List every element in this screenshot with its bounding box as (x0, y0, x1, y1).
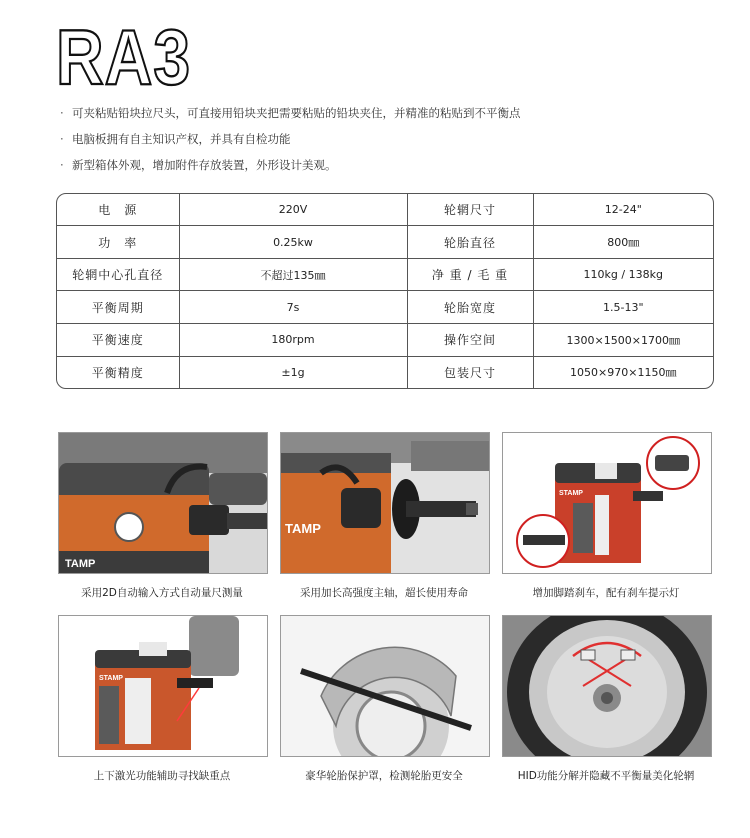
brand-label: STAMP (559, 490, 583, 497)
table-row (57, 194, 713, 226)
spec-value: 12-24" (533, 194, 713, 226)
spec-table (56, 193, 714, 389)
spec-key: 功 率 (57, 226, 179, 259)
spec-value: 800㎜ (533, 226, 713, 259)
spec-key: 轮胎宽度 (407, 291, 533, 324)
spec-value: 110kg / 138kg (533, 258, 713, 291)
spec-key: 轮辋中心孔直径 (57, 258, 179, 291)
table-row (57, 324, 713, 357)
feature-text: 可夹粘贴铅块拉尺头，可直接用铅块夹把需要粘贴的铅块夹住，并精准的粘贴到不平衡点 (72, 106, 521, 120)
brand-label: TAMP (285, 521, 321, 536)
spec-value: 1300×1500×1700㎜ (533, 324, 713, 357)
spec-value: ±1g (179, 356, 407, 388)
laser-assist-image (59, 616, 267, 756)
spec-value: 220V (179, 194, 407, 226)
photo-wheel-guard (280, 615, 490, 757)
photo-measuring-arm (58, 432, 268, 574)
spec-value: 1050×970×1150㎜ (570, 366, 677, 380)
product-title: RA3 (56, 13, 192, 101)
photo-laser (58, 615, 268, 757)
spec-key: 轮辋尺寸 (407, 194, 533, 226)
brand-label: TAMP (65, 558, 96, 570)
bullet-dot-icon: · (60, 132, 64, 146)
photo-hid-rim (502, 615, 712, 757)
spec-value: 不超过135㎜ (179, 258, 407, 291)
caption-wheel-guard: 豪华轮胎保护罩，检测轮胎更安全 (305, 770, 463, 782)
spec-key: 操作空间 (407, 324, 533, 357)
caption-hid-rim: HID功能分解并隐藏不平衡量美化轮辋 (517, 770, 695, 782)
caption-main-shaft: 采用加长高强度主轴，超长使用寿命 (300, 587, 468, 599)
spec-key: 电 源 (57, 194, 179, 226)
wheel-balancer-closeup-image (59, 433, 267, 573)
feature-text: 新型箱体外观，增加附件存放装置，外形设计美观。 (72, 158, 337, 172)
spec-value: 7s (179, 291, 407, 324)
bullet-dot-icon: · (60, 158, 64, 172)
main-shaft-image (281, 433, 489, 573)
caption-laser: 上下激光功能辅助寻找缺重点 (93, 770, 231, 782)
table-row (57, 291, 713, 324)
table-row (57, 356, 713, 388)
feature-item (60, 152, 521, 178)
feature-item (60, 126, 521, 152)
spec-value: 1.5-13" (533, 291, 713, 324)
spec-value: 180rpm (179, 324, 407, 357)
photo-main-shaft (280, 432, 490, 574)
caption-measuring-arm: 采用2D自动输入方式自动量尺测量 (81, 587, 243, 599)
spec-key: 轮胎直径 (407, 226, 533, 259)
spec-value: 0.25kw (179, 226, 407, 259)
foot-brake-image (503, 433, 711, 573)
caption-foot-brake: 增加脚踏刹车，配有刹车提示灯 (532, 587, 680, 599)
table-row (57, 226, 713, 259)
spec-key: 平衡速度 (57, 324, 179, 357)
table-row (57, 258, 713, 291)
bullet-dot-icon: · (60, 106, 64, 120)
feature-text: 电脑板拥有自主知识产权，并具有自检功能 (72, 132, 291, 146)
spec-key: 平衡精度 (57, 356, 179, 388)
wheel-guard-image (281, 616, 489, 756)
spec-key: 平衡周期 (57, 291, 179, 324)
photo-foot-brake (502, 432, 712, 574)
spec-key: 包装尺寸 (407, 356, 533, 388)
brand-label: STAMP (99, 675, 123, 682)
feature-item (60, 100, 521, 126)
feature-list (60, 100, 521, 178)
hid-rim-image (503, 616, 711, 756)
spec-key: 净 重 / 毛 重 (407, 258, 533, 291)
